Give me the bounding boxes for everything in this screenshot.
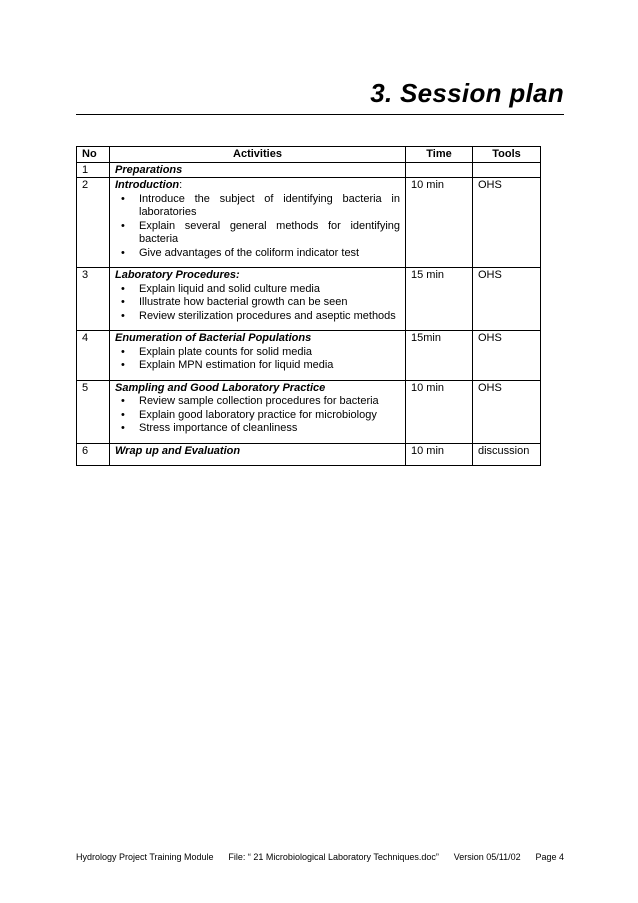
session-title: Enumeration of Bacterial Populations xyxy=(115,332,312,344)
session-title: Sampling and Good Laboratory Practice xyxy=(115,381,326,394)
row-tools: discussion xyxy=(473,443,541,466)
row-time: 15min xyxy=(406,331,473,381)
row-activities xyxy=(110,268,406,331)
page-title xyxy=(300,78,564,109)
table-header-row xyxy=(77,147,541,163)
row-tools: OHS xyxy=(473,268,541,331)
footer-version: Version 05/11/02 xyxy=(453,852,521,862)
row-activities xyxy=(110,380,406,443)
list-item: • Give advantages of the coliform indicator test xyxy=(139,247,400,261)
session-plan-table xyxy=(76,146,541,466)
session-title-suffix: : xyxy=(179,179,183,191)
row-time: 10 min xyxy=(406,178,473,268)
list-item: • Introduce the subject of identifying bacteria in laboratories xyxy=(139,193,400,220)
table-row xyxy=(77,178,541,268)
activity-list xyxy=(115,395,400,436)
header-time: Time xyxy=(406,147,473,163)
header-no: No xyxy=(77,147,110,163)
row-activities xyxy=(110,443,406,466)
session-title: Laboratory Procedures: xyxy=(115,269,240,281)
row-time: 10 min xyxy=(406,380,473,443)
row-tools xyxy=(473,162,541,178)
table-row xyxy=(77,380,541,443)
footer-module: Hydrology Project Training Module xyxy=(76,852,214,862)
table-row xyxy=(77,443,541,466)
section-number: 3. xyxy=(370,78,393,108)
row-number: 1 xyxy=(77,162,110,178)
session-title: Introduction xyxy=(115,179,180,191)
list-item: • Explain good laboratory practice for microbiology xyxy=(139,409,400,423)
header-tools: Tools xyxy=(473,147,541,163)
page-footer xyxy=(76,852,564,862)
row-time: 15 min xyxy=(406,268,473,331)
footer-file: File: “ 21 Microbiological Laboratory Techniques.doc” xyxy=(228,852,439,862)
row-number: 3 xyxy=(77,268,110,331)
row-tools: OHS xyxy=(473,380,541,443)
list-item: • Explain MPN estimation for liquid media xyxy=(139,359,400,373)
session-title: Wrap up and Evaluation xyxy=(115,444,241,457)
row-number: 4 xyxy=(77,331,110,381)
row-tools: OHS xyxy=(473,178,541,268)
row-activities xyxy=(110,162,406,178)
section-title: Session plan xyxy=(400,78,564,108)
list-item: • Stress importance of cleanliness xyxy=(139,422,400,436)
title-underline xyxy=(76,114,564,115)
activity-list xyxy=(115,346,400,373)
header-activities: Activities xyxy=(110,147,406,163)
table-row xyxy=(77,268,541,331)
list-item: • Explain several general methods for identifying bacteria xyxy=(139,220,400,247)
activity-list xyxy=(115,193,400,261)
row-number: 2 xyxy=(77,178,110,268)
list-item: • Review sample collection procedures for bacteria xyxy=(139,395,400,409)
row-activities xyxy=(110,331,406,381)
row-number: 5 xyxy=(77,380,110,443)
list-item: • Review sterilization procedures and aseptic methods xyxy=(139,310,400,324)
activity-list xyxy=(115,283,400,324)
row-number: 6 xyxy=(77,443,110,466)
row-time: 10 min xyxy=(406,443,473,466)
row-tools: OHS xyxy=(473,331,541,381)
row-time xyxy=(406,162,473,178)
row-activities xyxy=(110,178,406,268)
list-item: • Illustrate how bacterial growth can be seen xyxy=(139,296,400,310)
table-row xyxy=(77,331,541,381)
session-title-line xyxy=(115,179,400,193)
list-item: • Explain plate counts for solid media xyxy=(139,346,400,360)
list-item: • Explain liquid and solid culture media xyxy=(139,283,400,297)
footer-page: Page 4 xyxy=(535,852,564,862)
session-title: Preparations xyxy=(115,163,183,176)
table-row xyxy=(77,162,541,178)
